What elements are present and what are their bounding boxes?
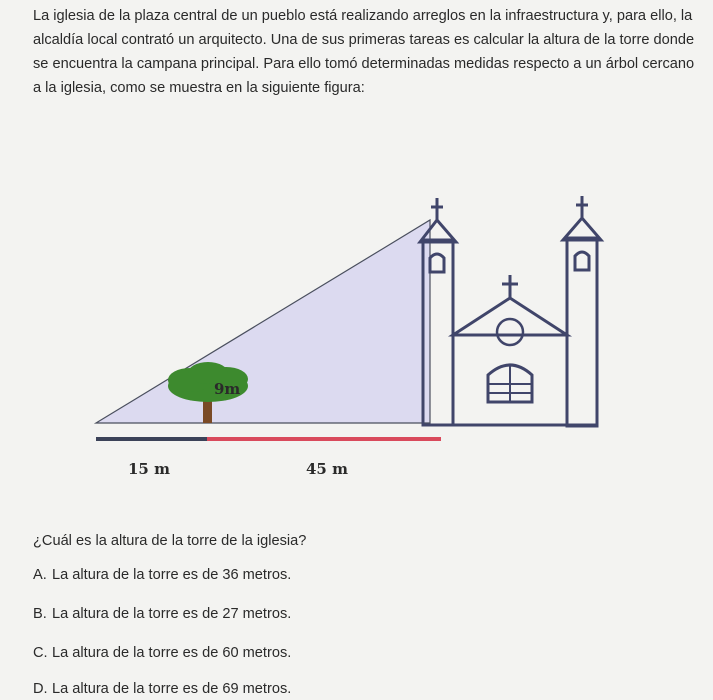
long-distance-label: 45 m bbox=[306, 460, 348, 478]
option-b[interactable] bbox=[33, 606, 291, 622]
option-c-letter: C. bbox=[33, 645, 48, 661]
option-d-text: La altura de la torre es de 69 metros. bbox=[52, 681, 292, 697]
tree-height-label: 9m bbox=[214, 380, 241, 398]
option-d-letter: D. bbox=[33, 681, 48, 697]
option-c[interactable] bbox=[33, 645, 291, 661]
left-bell-window bbox=[430, 254, 444, 272]
rose-window bbox=[497, 319, 523, 345]
nave-roof bbox=[453, 298, 567, 335]
option-c-text: La altura de la torre es de 60 metros. bbox=[52, 645, 292, 661]
option-d[interactable] bbox=[33, 681, 291, 697]
option-a[interactable] bbox=[33, 567, 291, 583]
problem-statement: La iglesia de la plaza central de un pueblo está realizando arreglos en la infraestructura y, para ello, la alcaldía local contrató un arquitecto. Una de sus primeras tareas es calcular la altura de la torre donde se encuentra la campana principal. Para ello tomó determinadas medidas respecto a un árbol cercano a la iglesia, como se muestra en la siguiente figura: bbox=[33, 8, 695, 96]
right-bell-window bbox=[575, 252, 589, 270]
figure-svg bbox=[0, 180, 713, 500]
option-a-letter: A. bbox=[33, 567, 47, 583]
question-text: ¿Cuál es la altura de la torre de la iglesia? bbox=[33, 533, 307, 549]
option-a-text: La altura de la torre es de 36 metros. bbox=[52, 567, 292, 583]
option-b-letter: B. bbox=[33, 606, 47, 622]
shadow-triangle bbox=[96, 220, 430, 423]
geometry-figure bbox=[0, 180, 713, 500]
church bbox=[420, 196, 601, 426]
option-b-text: La altura de la torre es de 27 metros. bbox=[52, 606, 292, 622]
short-distance-label: 15 m bbox=[128, 460, 170, 478]
right-tower bbox=[567, 238, 597, 426]
